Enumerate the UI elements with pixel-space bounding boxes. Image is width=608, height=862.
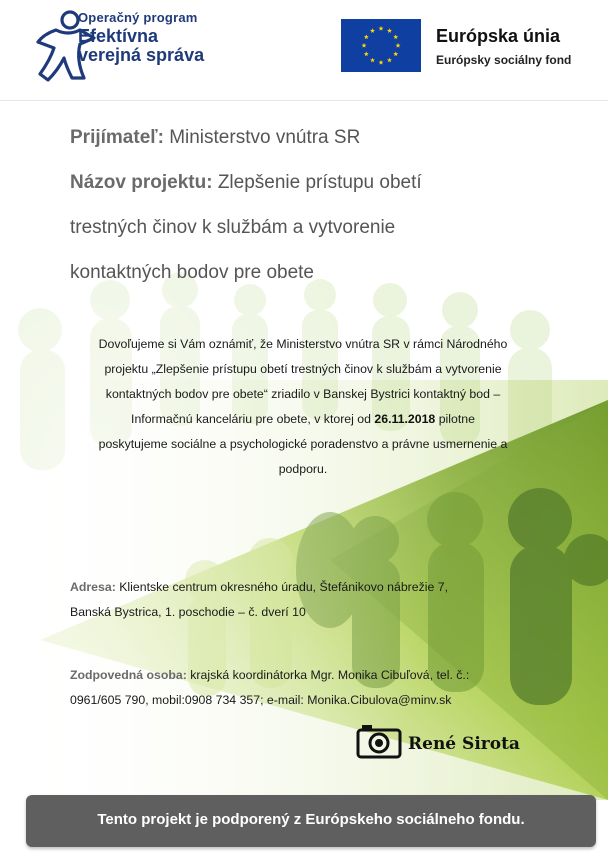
eu-subtitle: Európsky sociálny fond <box>436 53 572 67</box>
announcement-line-2: projektu „Zlepšenie prístupu obetí trestných činov k službám a vytvorenie <box>104 362 502 376</box>
announcement-line-4-end: pilotne <box>438 412 475 426</box>
header <box>0 0 608 95</box>
op-line-3: verejná správa <box>78 45 205 65</box>
project-name-line-2: trestných činov k službám a vytvorenie <box>70 217 396 238</box>
person-label: Zodpovedná osoba: <box>70 668 187 682</box>
op-line-1: Operačný program <box>78 10 198 25</box>
project-name-line-1: Zlepšenie prístupu obetí <box>217 172 422 193</box>
eu-title-block <box>436 26 571 67</box>
header-divider <box>0 100 608 101</box>
footer-text: Tento projekt je podporený z Európskeho sociálneho fondu. <box>97 811 525 828</box>
address-block <box>70 575 570 625</box>
op-line-2: Efektívna <box>78 26 159 46</box>
address-line-1 <box>70 575 570 600</box>
address-label: Adresa: <box>70 580 116 594</box>
announcement-line-4-start: Informačnú kanceláriu pre obete, v ktorej od <box>131 412 371 426</box>
person-value-1: krajská koordinátorka Mgr. Monika Cibuľová, tel. č.: <box>190 668 470 682</box>
address-value-1: Klientske centrum okresného úradu, Štefánikovo nábrežie 7, <box>119 580 449 594</box>
recipient-row <box>70 122 570 167</box>
announcement-line-1: Dovoľujeme si Vám oznámiť, že Ministerstvo vnútra SR v rámci Národného <box>98 337 508 351</box>
announcement-line-3: kontaktných bodov pre obete“ zriadilo v Banskej Bystrici kontaktný bod – <box>105 387 501 401</box>
announcement-line-5: poskytujeme sociálne a psychologické poradenstvo a právne usmernenie a <box>98 437 508 451</box>
project-row <box>70 167 570 212</box>
project-label: Názov projektu: <box>70 172 213 193</box>
footer-banner <box>26 795 596 847</box>
person-block <box>70 663 570 713</box>
photographer-name: René Sirota <box>408 734 520 754</box>
announcement-line-4 <box>60 407 546 432</box>
eu-title: Európska únia <box>436 26 561 46</box>
contact-info <box>70 575 570 713</box>
person-line-1 <box>70 663 570 688</box>
start-date: 26.11.2018 <box>374 412 436 426</box>
recipient-label: Prijímateľ: <box>70 127 164 148</box>
recipient-value: Ministerstvo vnútra SR <box>169 127 361 148</box>
announcement-text <box>60 332 546 482</box>
announcement-line-6: podporu. <box>278 462 328 476</box>
camera-icon <box>356 723 402 759</box>
project-info <box>70 122 570 302</box>
op-title-block <box>78 10 204 66</box>
person-line-2: 0961/605 790, mobil:0908 734 357; e-mail: Monika.Cibulova@minv.sk <box>70 693 452 707</box>
project-name-line-3: kontaktných bodov pre obete <box>70 262 315 283</box>
address-line-2: Banská Bystrica, 1. poschodie – č. dverí 10 <box>70 605 306 619</box>
eu-flag-icon <box>341 19 421 72</box>
